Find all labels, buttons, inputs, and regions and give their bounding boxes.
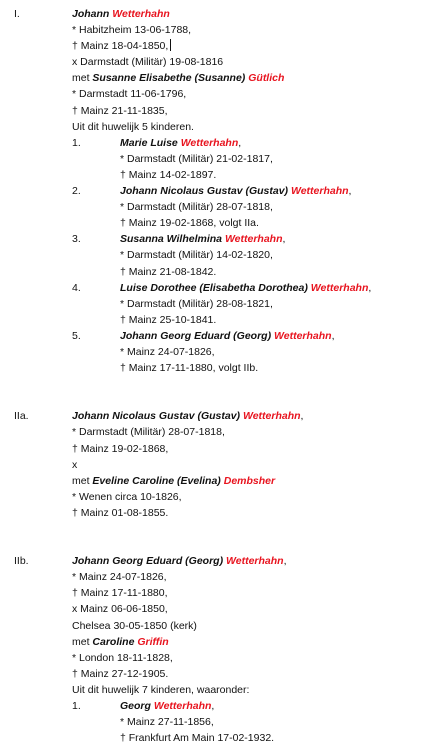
document-line — [0, 634, 421, 650]
child-name — [120, 135, 241, 151]
event-text — [72, 119, 194, 135]
event-text — [72, 424, 225, 440]
given-name: Johann Nicolaus Gustav (Gustav) — [120, 185, 289, 198]
name-suffix: , — [348, 185, 352, 198]
name-suffix: , — [368, 281, 372, 294]
surname: Dembsher — [223, 474, 276, 487]
event-text-content: Uit dit huwelijk 5 kinderen. — [72, 120, 194, 133]
surname: Wetterhahn — [180, 136, 239, 149]
child-entry — [0, 135, 421, 151]
document-line — [0, 489, 421, 505]
block-spacer — [0, 521, 421, 537]
event-text — [72, 86, 186, 102]
child-event-line — [0, 199, 421, 215]
event-text-content: Uit dit huwelijk 7 kinderen, waaronder: — [72, 683, 250, 696]
given-name: Luise Dorothee (Elisabetha Dorothea) — [120, 281, 308, 294]
child-event-text: † Mainz 14-02-1897. — [120, 168, 217, 181]
document-line — [0, 457, 421, 473]
child-event-line — [0, 247, 421, 263]
spouse-name — [72, 70, 284, 86]
given-name: Caroline — [92, 635, 135, 648]
given-name: Johann Georg Eduard (Georg) — [120, 329, 272, 342]
event-text-content: x — [72, 458, 78, 471]
person-name — [72, 6, 170, 22]
generation-number: IIb. — [14, 555, 29, 568]
document-line — [0, 601, 421, 617]
child-event-text: * Darmstadt (Militär) 28-07-1818, — [120, 201, 273, 214]
child-event-text: † Mainz 17-11-1880, volgt IIb. — [120, 362, 259, 375]
child-entry — [0, 280, 421, 296]
event-text — [72, 666, 168, 682]
child-entry — [0, 183, 421, 199]
child-number: 3. — [72, 233, 81, 246]
child-event-line — [0, 344, 421, 360]
spouse-prefix: met — [72, 474, 93, 487]
name-suffix: , — [283, 555, 287, 568]
child-number: 2. — [72, 185, 81, 198]
document-line — [0, 54, 421, 70]
child-number: 1. — [72, 136, 81, 149]
given-name: Susanne Elisabethe (Susanne) — [92, 72, 246, 85]
child-event-text: † Frankfurt Am Main 17-02-1932. — [120, 732, 275, 745]
document-line — [0, 441, 421, 457]
block-spacer — [0, 537, 421, 553]
spouse-name — [72, 473, 275, 489]
document-line — [0, 553, 421, 569]
child-event-line — [0, 714, 421, 730]
name-suffix: , — [238, 136, 242, 149]
child-event-text: * Darmstadt (Militär) 21-02-1817, — [120, 152, 273, 165]
given-name: Johann Nicolaus Gustav (Gustav) — [72, 410, 241, 423]
child-event-line — [0, 215, 421, 231]
surname: Wetterhahn — [224, 233, 283, 246]
child-number: 1. — [72, 700, 81, 713]
child-event-text: * Darmstadt (Militär) 14-02-1820, — [120, 249, 273, 262]
spouse-prefix: met — [72, 72, 93, 85]
child-number: 5. — [72, 329, 81, 342]
person-name — [72, 408, 303, 424]
event-text-content: * Darmstadt (Militär) 28-07-1818, — [72, 426, 225, 439]
document-line — [0, 103, 421, 119]
event-text — [72, 441, 168, 457]
child-entry — [0, 698, 421, 714]
document-line — [0, 6, 421, 22]
surname: Wetterhahn — [310, 281, 369, 294]
child-entry — [0, 231, 421, 247]
surname: Gütlich — [248, 72, 285, 85]
name-suffix: , — [211, 700, 215, 713]
surname: Wetterhahn — [242, 410, 301, 423]
event-text-content: † Mainz 21-11-1835, — [72, 104, 168, 117]
event-text-content: * Habitzheim 13-06-1788, — [72, 24, 192, 37]
event-text — [72, 489, 182, 505]
child-name — [120, 183, 351, 199]
document-line — [0, 424, 421, 440]
child-event-text: * Mainz 27-11-1856, — [120, 716, 214, 729]
child-number: 4. — [72, 281, 81, 294]
child-event-line — [0, 360, 421, 376]
name-suffix: , — [331, 329, 335, 342]
event-text-content: † Mainz 18-04-1850, — [72, 40, 169, 53]
child-event-line — [0, 312, 421, 328]
person-name — [72, 553, 287, 569]
document-line — [0, 408, 421, 424]
block-spacer — [0, 376, 421, 392]
event-text-content: * Mainz 24-07-1826, — [72, 571, 167, 584]
given-name: Johann — [72, 8, 110, 20]
event-text — [72, 54, 223, 70]
text-cursor — [170, 39, 171, 51]
child-event-line — [0, 167, 421, 183]
event-text-content: † Mainz 17-11-1880, — [72, 587, 168, 600]
event-text — [72, 457, 77, 473]
surname: Wetterhahn — [274, 329, 332, 342]
document-line — [0, 119, 421, 135]
child-name — [120, 280, 371, 296]
document-line — [0, 86, 421, 102]
document-line — [0, 22, 421, 38]
document-line — [0, 650, 421, 666]
event-text — [72, 103, 168, 119]
event-text-content: * Darmstadt 11-06-1796, — [72, 88, 187, 101]
given-name: Eveline Caroline (Evelina) — [92, 474, 221, 487]
document-line — [0, 618, 421, 634]
block-spacer — [0, 392, 421, 408]
event-text-content: Chelsea 30-05-1850 (kerk) — [72, 619, 197, 632]
child-name — [120, 698, 214, 714]
child-name — [120, 231, 285, 247]
spouse-name — [72, 634, 169, 650]
event-text — [72, 682, 249, 698]
given-name: Susanna Wilhelmina — [120, 233, 223, 246]
child-event-text: * Darmstadt (Militär) 28-08-1821, — [120, 297, 273, 310]
surname: Griffin — [137, 635, 169, 648]
child-event-line — [0, 151, 421, 167]
given-name: Johann Georg Eduard (Georg) — [72, 555, 224, 568]
surname: Wetterhahn — [153, 700, 212, 713]
event-text — [72, 618, 197, 634]
document-line — [0, 473, 421, 489]
document-line — [0, 666, 421, 682]
given-name: Georg — [120, 700, 151, 713]
name-suffix: , — [282, 233, 286, 246]
child-name — [120, 328, 335, 344]
event-text — [72, 585, 168, 601]
document-line — [0, 38, 421, 54]
document-line — [0, 70, 421, 86]
event-text-content: * Wenen circa 10-1826, — [72, 490, 182, 503]
surname: Wetterhahn — [112, 8, 170, 20]
event-text-content: † Mainz 19-02-1868, — [72, 442, 169, 455]
child-event-line — [0, 264, 421, 280]
child-event-text: † Mainz 19-02-1868, volgt IIa. — [120, 217, 259, 230]
event-text — [72, 22, 191, 38]
spouse-prefix: met — [72, 635, 93, 648]
given-name: Marie Luise — [120, 136, 178, 149]
child-event-line — [0, 296, 421, 312]
event-text-content: x Mainz 06-06-1850, — [72, 603, 168, 616]
document-line — [0, 569, 421, 585]
surname: Wetterhahn — [226, 555, 284, 568]
event-text — [72, 505, 168, 521]
event-text — [72, 38, 171, 54]
surname: Wetterhahn — [290, 185, 349, 198]
child-event-text: * Mainz 24-07-1826, — [120, 345, 215, 358]
event-text-content: † Mainz 01-08-1855. — [72, 506, 169, 519]
name-suffix: , — [300, 410, 304, 423]
event-text-content: * London 18-11-1828, — [72, 651, 173, 664]
document-line — [0, 682, 421, 698]
event-text-content: † Mainz 27-12-1905. — [72, 667, 169, 680]
event-text — [72, 601, 168, 617]
document-line — [0, 585, 421, 601]
document-line — [0, 505, 421, 521]
child-event-text: † Mainz 25-10-1841. — [120, 313, 217, 326]
event-text-content: x Darmstadt (Militär) 19-08-1816 — [72, 56, 224, 69]
child-event-text: † Mainz 21-08-1842. — [120, 265, 217, 278]
event-text — [72, 569, 167, 585]
child-entry — [0, 328, 421, 344]
generation-number: IIa. — [14, 410, 29, 423]
event-text — [72, 650, 173, 666]
genealogy-document — [0, 6, 421, 746]
generation-number: I. — [14, 8, 20, 20]
